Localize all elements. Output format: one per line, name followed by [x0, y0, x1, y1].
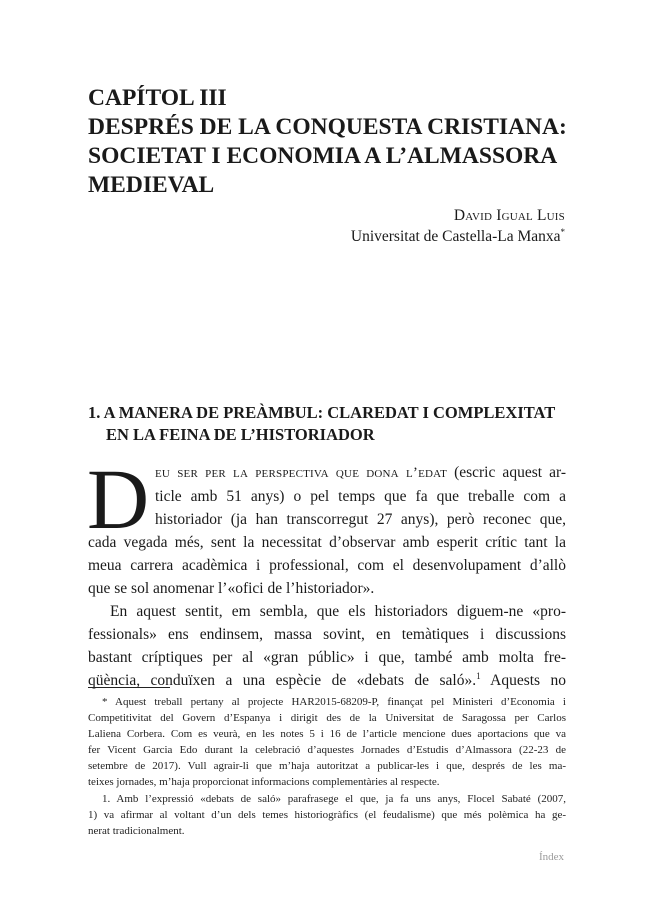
text-line: historiador (ja han transcorregut 27 anys), però reconec que,	[155, 511, 566, 528]
author-name: David Igual Luis	[453, 207, 565, 224]
chapter-title-line: CAPÍTOL III	[88, 85, 227, 111]
footnote-line: 1. Amb l’expressió «debats de saló» parafrasege el que, ja fa uns anys, Flocel Sabaté (2007,	[102, 792, 566, 805]
text-run: Aquests no	[480, 672, 567, 689]
chapter-title-line: MEDIEVAL	[88, 172, 215, 198]
text-line: que se sol anomenar l’«ofici de l’historiador».	[88, 580, 375, 597]
text-run: (escric aquest ar-	[447, 464, 566, 481]
footnote	[88, 791, 566, 839]
affiliation-footnote-mark[interactable]: *	[560, 226, 565, 237]
body-text	[87, 451, 567, 692]
text-line: fessionals» ens endinsem, massa sovint, en temàtiques i discussions	[88, 626, 566, 643]
text-line	[88, 669, 566, 692]
footnote-line: * Aquest treball pertany al projecte HAR2015-68209-P, finançat pel Ministeri d’Economia i	[102, 696, 566, 708]
chapter-title-line: SOCIETAT I ECONOMIA A L’ALMASSORA	[88, 143, 558, 169]
author-block	[351, 205, 565, 247]
small-caps-opening: eu ser per la perspectiva que dona l’edat	[155, 465, 447, 481]
text-run: qüència, conduïxen a una espècie de «debats de saló».	[88, 672, 477, 689]
text-line: ticle amb 51 anys) o pel temps que fa que treballe com a	[155, 488, 566, 505]
index-link[interactable]: Índex	[538, 851, 564, 863]
paragraph	[87, 451, 566, 600]
text-line	[88, 461, 566, 485]
footnote-line: teixes jornades, m’haja proporcionat informacions complementàries al respecte.	[88, 776, 440, 789]
footnotes	[88, 694, 566, 839]
chapter-title	[88, 84, 568, 200]
section-heading-line: EN LA FEINA DE L’HISTORIADOR	[106, 425, 375, 444]
text-line: meua carrera acadèmica i professional, com el desenvolupament d’allò	[88, 557, 566, 574]
footnote-separator	[88, 687, 170, 688]
text-line: cada vegada més, sent la necessitat d’observar amb esperit crític tant la	[88, 534, 566, 551]
section-heading-line: 1. A MANERA DE PREÀMBUL: CLAREDAT I COMPLEXITAT	[88, 403, 556, 422]
text-line: En aquest sentit, em sembla, que els historiadors diguem-ne «pro-	[110, 603, 566, 620]
affiliation-text: Universitat de Castella-La Manxa	[350, 228, 561, 245]
drop-cap: D	[87, 451, 150, 547]
footnote-line: setembre de 2017). Vull agrair-li que m’haja autoritzat a publicar-les i que, després de les ma-	[88, 760, 566, 773]
chapter-title-line: DESPRÉS DE LA CONQUESTA CRISTIANA:	[88, 114, 567, 140]
footnote-reference[interactable]: 1	[476, 670, 481, 681]
section-heading	[88, 402, 568, 446]
paragraph	[88, 600, 566, 692]
footnote-line: Laliena Corbera. Com es veurà, en les notes 5 i 16 de l’article mencione dues aportacions que va	[88, 728, 566, 741]
footnote-line: fer Vicent Garcia Edo durant la celebració d’aquestes Jornades d’Estudis d’Almassora (22-23 de	[88, 744, 566, 757]
footnote-line: nerat tradicionalment.	[88, 824, 185, 837]
footnote-line: 1) va afirmar al voltant d’un dels temes historiogràfics (el feudalisme) que més polèmica ha ge-	[88, 808, 566, 821]
author-affiliation	[351, 226, 565, 247]
footnote-line: Competitivitat del Govern d’Espanya i dirigit des de la Universitat de Saragossa per Carlos	[88, 712, 566, 725]
footnote	[88, 694, 566, 791]
text-line: bastant críptiques per al «gran públic» i que, també amb molta fre-	[88, 649, 566, 666]
